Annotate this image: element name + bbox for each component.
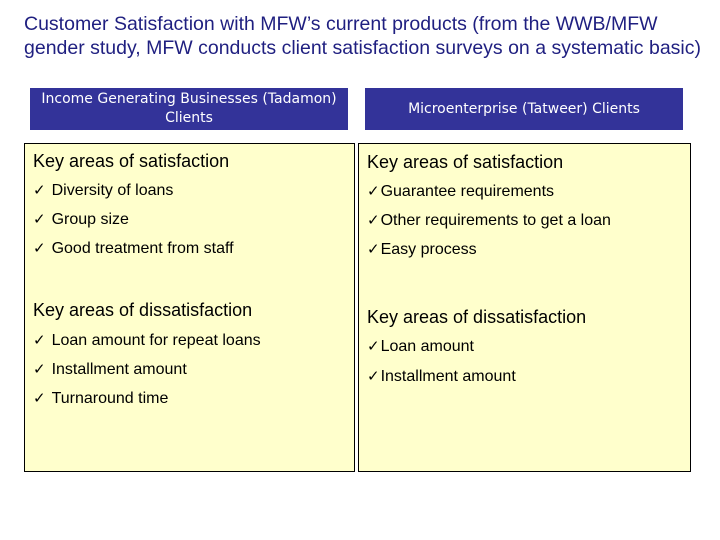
list-item [33, 238, 234, 259]
list-item-label: Loan amount for repeat loans [51, 332, 261, 349]
list-item-label: Diversity of loans [51, 182, 174, 199]
page-title: Customer Satisfaction with MFW’s current products (from the WWB/MFW gender study, MFW conducts client satisfaction surveys on a systematic basic) [24, 13, 701, 59]
checkmark-icon: ✓ [367, 211, 380, 229]
checkmark-icon: ✓ [33, 360, 46, 378]
satisfaction-heading: Key areas of satisfaction [33, 151, 230, 171]
list-item-label: Loan amount [380, 338, 474, 355]
list-item [367, 181, 554, 202]
list-item-label: Turnaround time [51, 390, 169, 407]
header-tatweer-label: Microenterprise (Tatweer) Clients [408, 100, 640, 117]
list-item [367, 239, 477, 260]
panel-tatweer [358, 143, 691, 472]
list-item [367, 366, 516, 387]
checkmark-icon: ✓ [367, 367, 380, 385]
list-item-label: Easy process [380, 241, 477, 258]
panel-tadamon [24, 143, 355, 472]
list-item [33, 359, 187, 380]
header-tadamon [30, 88, 348, 130]
list-item-label: Group size [51, 211, 129, 228]
list-item-label: Installment amount [380, 368, 516, 385]
checkmark-icon: ✓ [33, 389, 46, 407]
checkmark-icon: ✓ [367, 240, 380, 258]
list-item-label: Other requirements to get a loan [380, 212, 611, 229]
list-item [33, 388, 168, 409]
list-item-label: Installment amount [51, 361, 187, 378]
list-item [367, 336, 474, 357]
list-item-label: Guarantee requirements [380, 183, 555, 200]
list-item [33, 330, 261, 351]
list-item [33, 180, 173, 201]
satisfaction-heading: Key areas of satisfaction [367, 152, 564, 172]
dissatisfaction-heading: Key areas of dissatisfaction [33, 300, 253, 320]
checkmark-icon: ✓ [33, 210, 46, 228]
checkmark-icon: ✓ [367, 337, 380, 355]
dissatisfaction-heading: Key areas of dissatisfaction [367, 307, 587, 327]
list-item [367, 210, 611, 231]
header-tatweer [365, 88, 683, 130]
list-item [33, 209, 129, 230]
checkmark-icon: ✓ [33, 331, 46, 349]
checkmark-icon: ✓ [367, 182, 380, 200]
header-tadamon-label: Income Generating Businesses (Tadamon) Clients [41, 91, 337, 126]
checkmark-icon: ✓ [33, 239, 46, 257]
list-item-label: Good treatment from staff [51, 240, 234, 257]
checkmark-icon: ✓ [33, 181, 46, 199]
